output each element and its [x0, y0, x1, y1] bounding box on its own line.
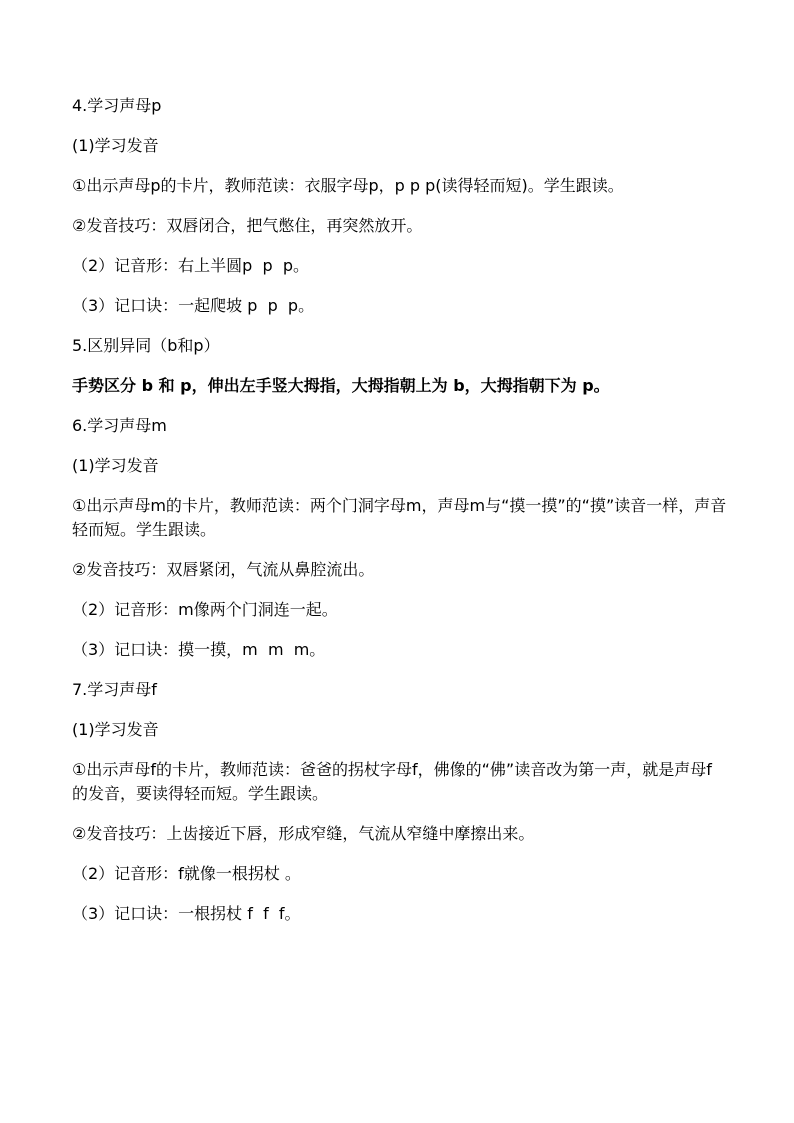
paragraph-technique-f: ②发音技巧：上齿接近下唇，形成窄缝，气流从窄缝中摩擦出来。	[72, 824, 535, 843]
paragraph-card-f: ①出示声母f的卡片，教师范读：爸爸的拐杖字母f，佛像的“佛”读音改为第一声，就是声母f的发音，要读得轻而短。学生跟读。	[72, 760, 712, 803]
paragraph-rhyme-f: （3）记口诀：一根拐杖 f f f。	[72, 904, 301, 923]
paragraph-technique-p: ②发音技巧：双唇闭合，把气憋住，再突然放开。	[72, 216, 423, 235]
subheading-pronunciation: (1)学习发音	[72, 136, 159, 155]
heading-learn-m: 6.学习声母m	[72, 416, 167, 435]
heading-learn-p: 4.学习声母p	[72, 96, 162, 115]
document-page	[72, 94, 727, 942]
paragraph-gesture-bold: 手势区分 b 和 p，伸出左手竖大拇指，大拇指朝上为 b，大拇指朝下为 p。	[72, 376, 610, 395]
paragraph-shape-f: （2）记音形：f就像一根拐杖 。	[72, 864, 301, 883]
paragraph-shape-p: （2）记音形：右上半圆p p p。	[72, 256, 309, 275]
paragraph-rhyme-p: （3）记口诀：一起爬坡 p p p。	[72, 296, 315, 315]
subheading-pronunciation: (1)学习发音	[72, 456, 159, 475]
paragraph-card-p: ①出示声母p的卡片，教师范读：衣服字母p，p p p(读得轻而短)。学生跟读。	[72, 176, 624, 195]
heading-learn-f: 7.学习声母f	[72, 680, 157, 699]
paragraph-technique-m: ②发音技巧：双唇紧闭，气流从鼻腔流出。	[72, 560, 375, 579]
subheading-pronunciation: (1)学习发音	[72, 720, 159, 739]
paragraph-card-m: ①出示声母m的卡片，教师范读：两个门洞字母m，声母m与“摸一摸”的“摸”读音一样，声音轻而短。学生跟读。	[72, 496, 727, 539]
paragraph-rhyme-m: （3）记口诀：摸一摸，m m m。	[72, 640, 326, 659]
heading-compare-b-p: 5.区别异同（b和p）	[72, 336, 220, 355]
paragraph-shape-m: （2）记音形：m像两个门洞连一起。	[72, 600, 338, 619]
